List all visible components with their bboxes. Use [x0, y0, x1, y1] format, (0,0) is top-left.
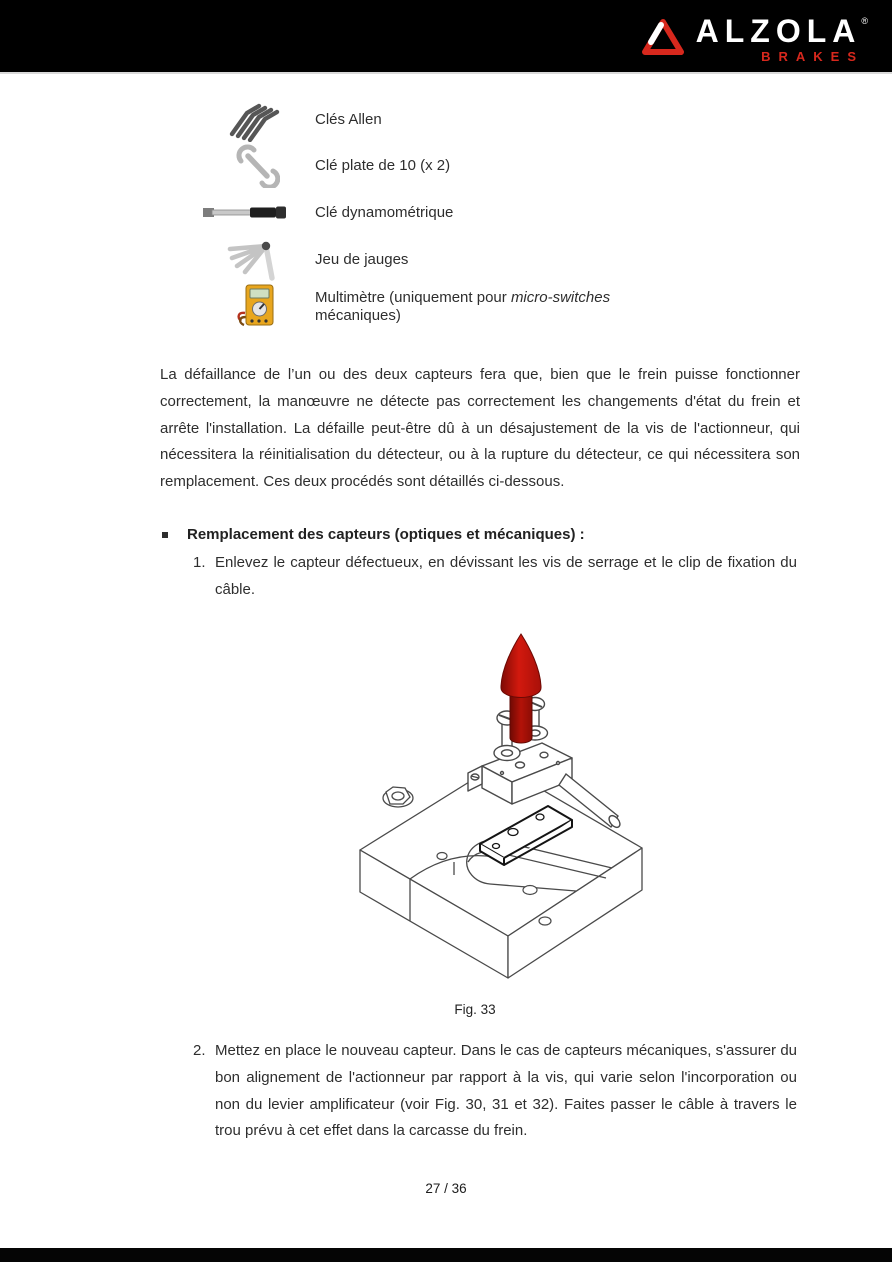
bullet-icon: [162, 532, 168, 538]
brand-logo: [642, 13, 868, 64]
figure-caption: Fig. 33: [454, 1002, 496, 1017]
multimeter-icon: [236, 283, 278, 327]
allen-keys-icon: [228, 96, 282, 142]
alzola-triangle-icon: [642, 18, 684, 56]
step-text: Mettez en place le nouveau capteur. Dans le cas de capteurs mécaniques, s'assurer du bon alignement de l'actionneur par rapport à la vis, qui varie selon l'incorporation ou non du levier amplificateur (voir Fig. 30, 31 et 32). Faites passer le câble à travers le trou prévu à cet effet dans la carcasse du frein.: [215, 1042, 797, 1140]
tool-label: [315, 289, 627, 325]
tool-label: Clés Allen: [315, 111, 382, 128]
step-number: 1.: [193, 554, 206, 571]
brand-name: ALZOLA: [695, 13, 862, 49]
page-number: 27 / 36: [425, 1181, 467, 1196]
tool-label-part: Multimètre (uniquement pour: [315, 289, 511, 306]
torque-wrench-icon: [203, 202, 287, 223]
feeler-gauge-set-icon: [226, 236, 282, 282]
tool-label: Clé dynamométrique: [315, 204, 454, 221]
registered-mark: ®: [861, 16, 868, 26]
tool-label: Clé plate de 10 (x 2): [315, 157, 451, 174]
tool-label: Jeu de jauges: [315, 251, 409, 268]
section-heading: [162, 525, 585, 545]
brand-subtitle: BRAKES: [761, 49, 864, 64]
brand-wordmark: [695, 13, 868, 64]
step-number: 2.: [193, 1042, 206, 1059]
intro-paragraph: La défaillance de l’un ou des deux capteurs fera que, bien que le frein puisse fonctionner correctement, la manœuvre ne détecte pas correctement les changements d'état du frein et arrête l'installation. La défaille peut-être dû à un désajustement de la vis de l'actionneur, qui nécessitera la réinitialisation du détecteur, ou à la rupture du détecteur, ce qui nécessitera son remplacement. Ces deux procédés sont détaillés ci-dessous.: [160, 366, 800, 491]
section-heading-text: Remplacement des capteurs (optiques et mécaniques) :: [187, 526, 585, 543]
footer-bar: [0, 1248, 892, 1262]
open-end-wrench-icon: [234, 142, 280, 188]
step-item: [193, 1038, 797, 1145]
header-bar: [0, 0, 892, 74]
tool-label-italic: micro-switches: [510, 289, 611, 306]
step-text: Enlevez le capteur défectueux, en dévissant les vis de serrage et le clip de fixation du câble.: [215, 554, 797, 598]
tool-label-part: mécaniques): [315, 307, 401, 324]
fig33-brake-sensor-drawing: [350, 626, 650, 998]
step-item: [193, 550, 797, 604]
